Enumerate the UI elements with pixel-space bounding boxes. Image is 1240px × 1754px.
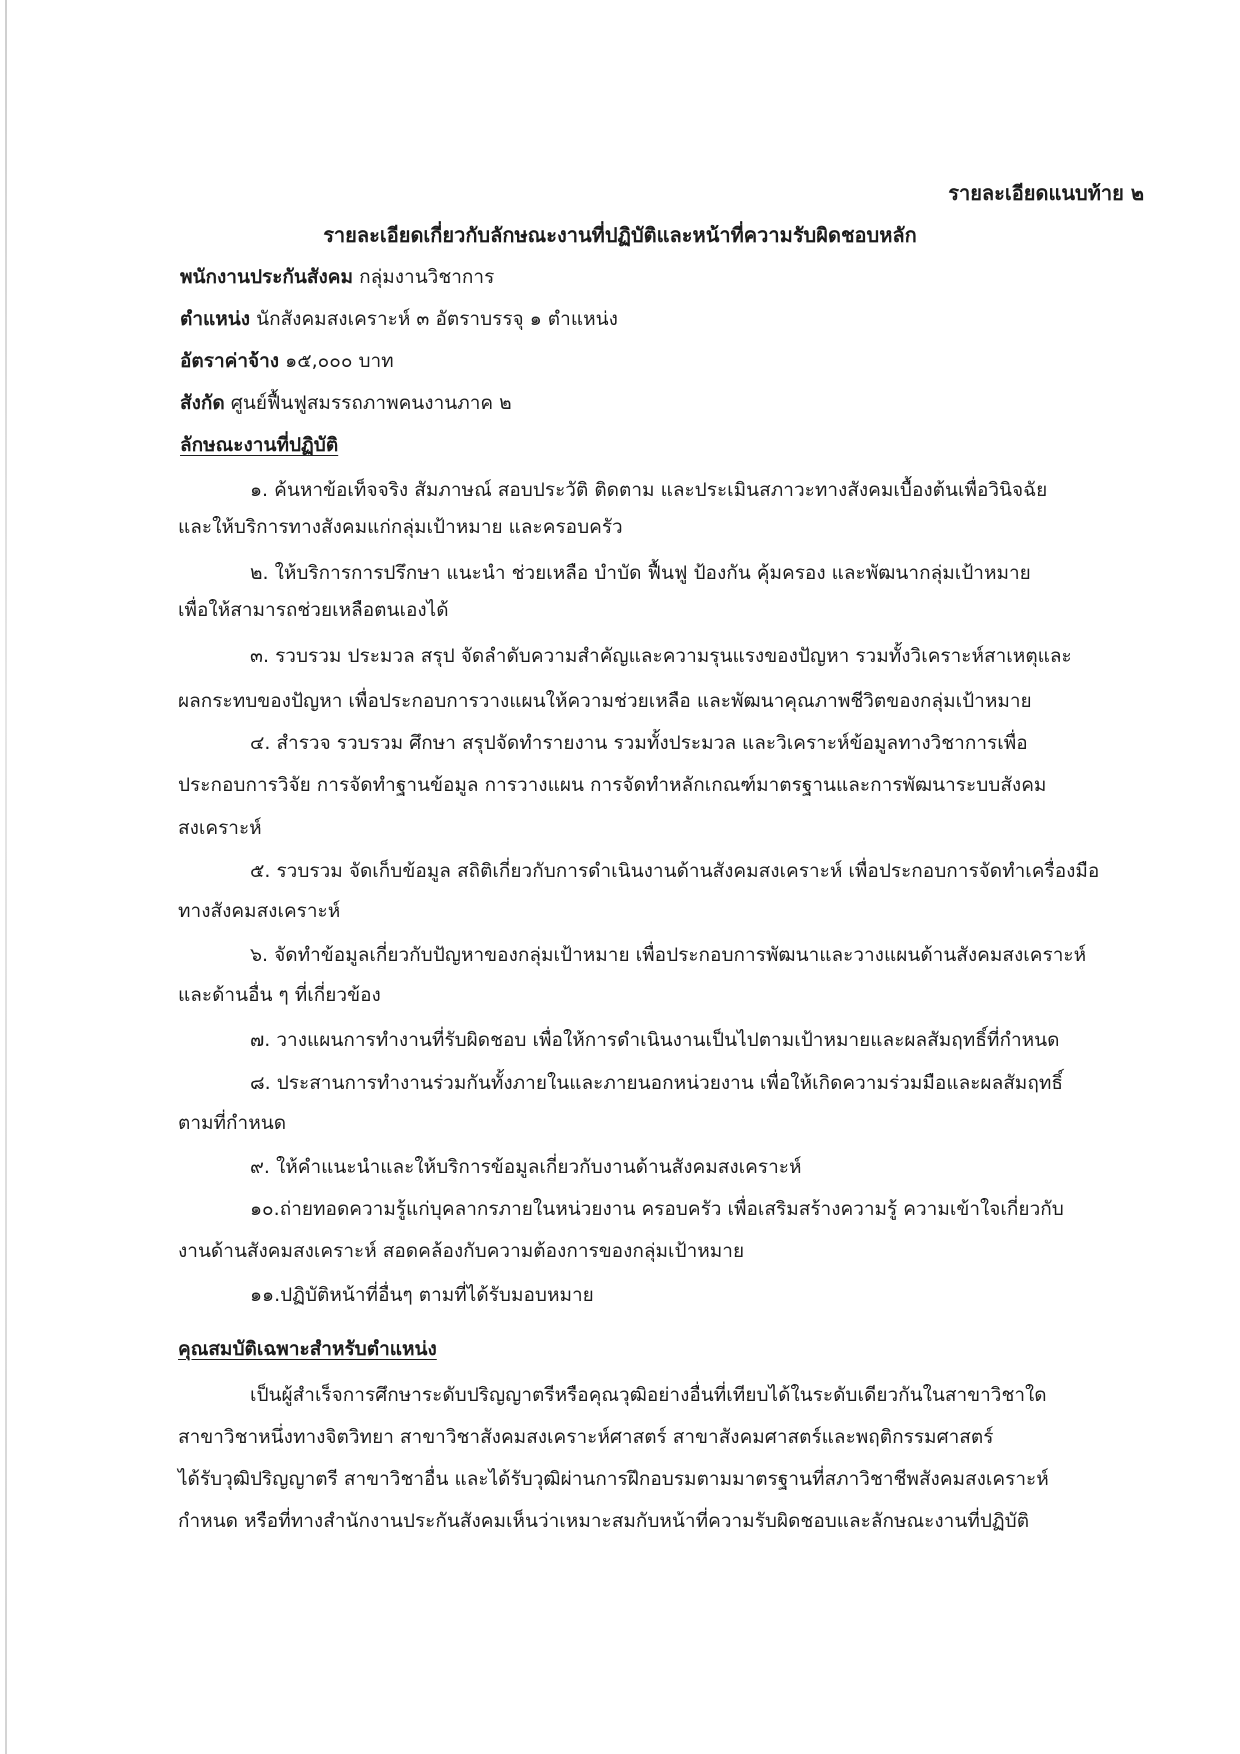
field-position [180,306,618,332]
duty-line: ๗. วางแผนการทำงานที่รับผิดชอบ เพื่อให้การดำเนินงานเป็นไปตามเป้าหมายและผลสัมฤทธิ์ที่กำหนด [250,1029,1060,1051]
duty-line: สงเคราะห์ [178,817,262,839]
duty-line: ตามที่กำหนด [178,1112,287,1134]
field-value: นักสังคมสงเคราะห์ ๓ อัตราบรรจุ ๑ ตำแหน่ง [256,308,618,330]
qualifications-heading: คุณสมบัติเฉพาะสำหรับตำแหน่ง [178,1338,437,1360]
duty-line: ๓. รวบรวม ประมวล สรุป จัดลำดับความสำคัญและความรุนแรงของปัญหา รวมทั้งวิเคราะห์สาเหตุและ [250,645,1072,667]
field-employee-group [180,264,494,290]
qualification-line: ได้รับวุฒิปริญญาตรี สาขาวิชาอื่น และได้รับวุฒิผ่านการฝึกอบรมตามมาตรฐานที่สภาวิชาชีพสังคมสงเคราะห์ [178,1468,1049,1490]
duty-line: เพื่อให้สามารถช่วยเหลือตนเองได้ [178,599,449,621]
field-salary [180,348,394,374]
duties-heading: ลักษณะงานที่ปฏิบัติ [180,434,339,456]
duty-line: ประกอบการวิจัย การจัดทำฐานข้อมูล การวางแผน การจัดทำหลักเกณฑ์มาตรฐานและการพัฒนาระบบสังคม [178,774,1047,796]
duty-line: ๖. จัดทำข้อมูลเกี่ยวกับปัญหาของกลุ่มเป้าหมาย เพื่อประกอบการพัฒนาและวางแผนด้านสังคมสงเคราะห์ [250,944,1087,966]
field-value: ๑๕,๐๐๐ บาท [285,350,394,372]
qualification-line: เป็นผู้สำเร็จการศึกษาระดับปริญญาตรีหรือคุณวุฒิอย่างอื่นที่เทียบได้ในระดับเดียวกันในสาขาวิชาใด [250,1384,1047,1406]
field-value: ศูนย์ฟื้นฟูสมรรถภาพคนงานภาค ๒ [230,392,512,414]
duty-line: ๕. รวบรวม จัดเก็บข้อมูล สถิติเกี่ยวกับการดำเนินงานด้านสังคมสงเคราะห์ เพื่อประกอบการจัดทำเครื่องมือ [250,860,1100,882]
field-label: สังกัด [180,392,225,414]
qualification-line: กำหนด หรือที่ทางสำนักงานประกันสังคมเห็นว่าเหมาะสมกับหน้าที่ความรับผิดชอบและลักษณะงานที่ปฏิบัติ [178,1510,1030,1532]
duty-line: ๘. ประสานการทำงานร่วมกันทั้งภายในและภายนอกหน่วยงาน เพื่อให้เกิดความร่วมมือและผลสัมฤทธิ์ [250,1072,1063,1094]
field-affiliation [180,390,512,416]
duty-line: ๑. ค้นหาข้อเท็จจริง สัมภาษณ์ สอบประวัติ ติดตาม และประเมินสภาวะทางสังคมเบื้องต้นเพื่อวินิจฉัย [250,479,1048,501]
duty-line: ทางสังคมสงเคราะห์ [178,900,341,922]
document-title: รายละเอียดเกี่ยวกับลักษณะงานที่ปฏิบัติและหน้าที่ความรับผิดชอบหลัก [323,223,917,247]
field-label: พนักงานประกันสังคม [180,266,354,288]
annex-label: รายละเอียดแนบท้าย ๒ [948,181,1144,205]
duty-line: ๔. สำรวจ รวบรวม ศึกษา สรุปจัดทำรายงาน รวมทั้งประมวล และวิเคราะห์ข้อมูลทางวิชาการเพื่อ [250,732,1028,754]
field-label: อัตราค่าจ้าง [180,350,280,372]
duty-line: ๙. ให้คำแนะนำและให้บริการข้อมูลเกี่ยวกับงานด้านสังคมสงเคราะห์ [250,1156,802,1178]
duty-line: และให้บริการทางสังคมแก่กลุ่มเป้าหมาย และครอบครัว [178,516,623,538]
duty-line: ๑๐.ถ่ายทอดความรู้แก่บุคลากรภายในหน่วยงาน ครอบครัว เพื่อเสริมสร้างความรู้ ความเข้าใจเกี่ยวกับ [250,1198,1064,1220]
duty-line: ผลกระทบของปัญหา เพื่อประกอบการวางแผนให้ความช่วยเหลือ และพัฒนาคุณภาพชีวิตของกลุ่มเป้าหมาย [178,690,1032,712]
duty-line: ๒. ให้บริการการปรึกษา แนะนำ ช่วยเหลือ บำบัด ฟื้นฟู ป้องกัน คุ้มครอง และพัฒนากลุ่มเป้าหมาย [250,562,1031,584]
field-label: ตำแหน่ง [180,308,251,330]
duty-line: งานด้านสังคมสงเคราะห์ สอดคล้องกับความต้องการของกลุ่มเป้าหมาย [178,1240,745,1262]
qualification-line: สาขาวิชาหนึ่งทางจิตวิทยา สาขาวิชาสังคมสงเคราะห์ศาสตร์ สาขาสังคมศาสตร์และพฤติกรรมศาสตร์ [178,1426,994,1448]
field-value: กลุ่มงานวิชาการ [359,266,495,288]
duty-line: ๑๑.ปฏิบัติหน้าที่อื่นๆ ตามที่ได้รับมอบหมาย [250,1284,594,1306]
duty-line: และด้านอื่น ๆ ที่เกี่ยวข้อง [178,984,381,1006]
